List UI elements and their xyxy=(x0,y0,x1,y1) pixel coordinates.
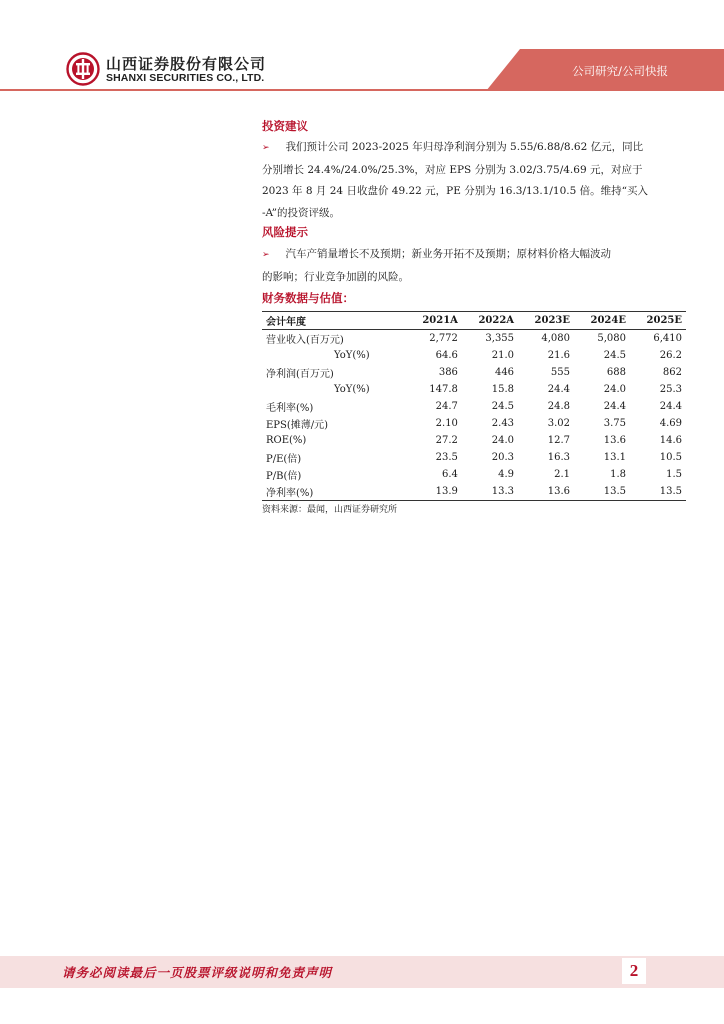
investment-advice-heading: 投资建议 xyxy=(262,119,308,133)
paragraph-line: 2023 年 8 月 24 日收盘价 49.22 元，PE 分别为 16.3/13.1/10.5 倍。维持“买入 xyxy=(262,185,649,197)
table-row xyxy=(262,364,686,381)
table-cell: 27.2 xyxy=(435,435,458,446)
table-cell: 147.8 xyxy=(429,384,458,395)
row-label: 营业收入(百万元) xyxy=(266,335,344,346)
arrow-bullet-icon: ➢ xyxy=(262,250,270,260)
table-cell: 24.0 xyxy=(603,384,626,395)
company-name-en: SHANXI SECURITIES CO., LTD. xyxy=(106,72,265,84)
table-cell: 64.6 xyxy=(435,350,458,361)
paragraph-line: ➢ 我们预计公司 2023-2025 年归母净利润分别为 5.55/6.88/8.62 亿元，同比 xyxy=(262,141,644,153)
table-cell: 20.3 xyxy=(491,452,515,463)
table-cell: 25.3 xyxy=(659,384,682,395)
table-cell: 14.6 xyxy=(659,435,682,446)
table-cell: 24.0 xyxy=(491,435,515,446)
table-cell: 2.10 xyxy=(435,418,458,429)
row-label: YoY(%) xyxy=(334,350,370,361)
table-cell: 24.4 xyxy=(659,401,682,412)
column-header: 2021A xyxy=(406,312,462,330)
table-cell: 13.6 xyxy=(518,483,574,501)
table-row xyxy=(262,449,686,466)
row-label: 毛利率(%) xyxy=(266,403,314,414)
table-cell: 4.9 xyxy=(498,469,515,480)
table-cell: 13.1 xyxy=(603,452,626,463)
table-cell: 2.43 xyxy=(491,418,515,429)
row-label: YoY(%) xyxy=(334,384,370,395)
table-cell: 2.1 xyxy=(554,469,571,480)
table-cell: 13.9 xyxy=(406,483,462,501)
page-number: 2 xyxy=(622,958,646,984)
table-cell: 862 xyxy=(662,367,682,378)
table-row xyxy=(262,381,686,398)
table-header-row xyxy=(262,312,686,330)
table-cell: 24.5 xyxy=(491,401,515,412)
table-cell: 12.7 xyxy=(547,435,571,446)
table-cell: 5,080 xyxy=(597,333,626,344)
table-cell: 555 xyxy=(550,367,571,378)
row-label: P/B(倍) xyxy=(266,471,302,482)
row-label: 净利润(百万元) xyxy=(266,369,334,380)
table-cell: 24.8 xyxy=(547,401,571,412)
column-header: 2025E xyxy=(630,312,686,330)
table-cell: 23.5 xyxy=(435,452,458,463)
table-cell: 446 xyxy=(494,367,515,378)
arrow-bullet-icon: ➢ xyxy=(262,143,270,153)
table-cell: 24.4 xyxy=(603,401,626,412)
table-cell: 1.8 xyxy=(610,469,626,480)
row-label: ROE(%) xyxy=(266,435,307,446)
table-cell: 24.7 xyxy=(435,401,458,412)
paragraph-line: -A”的投资评级。 xyxy=(262,206,340,219)
investment-advice-paragraph xyxy=(262,137,682,224)
table-row xyxy=(262,330,686,348)
table-cell: 24.4 xyxy=(547,384,571,395)
table-cell: 2,772 xyxy=(429,333,458,344)
shanxi-securities-logo-icon xyxy=(66,52,100,86)
table-cell: 3,355 xyxy=(485,333,515,344)
table-cell: 4.69 xyxy=(659,418,682,429)
row-label: P/E(倍) xyxy=(266,454,302,465)
data-source-note: 资料来源：最闻，山西证券研究所 xyxy=(262,505,398,515)
risk-heading: 风险提示 xyxy=(262,225,308,239)
table-row xyxy=(262,398,686,415)
table-cell: 10.5 xyxy=(659,452,682,463)
table-row xyxy=(262,483,686,501)
column-header: 2022A xyxy=(462,312,518,330)
table-cell: 386 xyxy=(438,367,458,378)
table-cell: 4,080 xyxy=(541,333,571,344)
company-name-cn: 山西证券股份有限公司 xyxy=(106,55,267,73)
table-cell: 6.4 xyxy=(442,469,458,480)
table-cell: 13.6 xyxy=(603,435,626,446)
row-label: EPS(摊薄/元) xyxy=(266,420,329,431)
paragraph-line: ➢ 汽车产销量增长不及预期；新业务开拓不及预期；原材料价格大幅波动 xyxy=(262,248,612,260)
table-row xyxy=(262,466,686,483)
column-header: 2024E xyxy=(574,312,630,330)
table-cell: 13.3 xyxy=(462,483,518,501)
table-cell: 21.6 xyxy=(547,350,571,361)
table-cell: 3.75 xyxy=(603,418,626,429)
row-label: 净利率(%) xyxy=(262,483,406,501)
table-row xyxy=(262,415,686,432)
paragraph-line: 分别增长 24.4%/24.0%/25.3%，对应 EPS 分别为 3.02/3.75/4.69 元，对应于 xyxy=(262,163,643,176)
risk-paragraph xyxy=(262,244,682,288)
table-cell: 13.5 xyxy=(630,483,686,501)
table-cell: 26.2 xyxy=(659,350,682,361)
financials-heading: 财务数据与估值： xyxy=(262,291,354,305)
table-cell: 6,410 xyxy=(653,333,682,344)
table-cell: 16.3 xyxy=(547,452,571,463)
column-header: 2023E xyxy=(518,312,574,330)
table-cell: 3.02 xyxy=(547,418,571,429)
table-row xyxy=(262,432,686,449)
report-type: 公司研究/公司快报 xyxy=(572,64,668,78)
table-cell: 13.5 xyxy=(574,483,630,501)
table-cell: 21.0 xyxy=(491,350,515,361)
table-cell: 24.5 xyxy=(603,350,626,361)
financial-data-table xyxy=(262,311,686,501)
paragraph-line: 的影响；行业竞争加剧的风险。 xyxy=(262,270,409,283)
table-cell: 688 xyxy=(606,367,626,378)
footer-disclaimer: 请务必阅读最后一页股票评级说明和免责声明 xyxy=(62,965,333,980)
table-row xyxy=(262,347,686,364)
table-cell: 15.8 xyxy=(491,384,515,395)
column-header: 会计年度 xyxy=(262,312,406,330)
table-cell: 1.5 xyxy=(666,469,682,480)
